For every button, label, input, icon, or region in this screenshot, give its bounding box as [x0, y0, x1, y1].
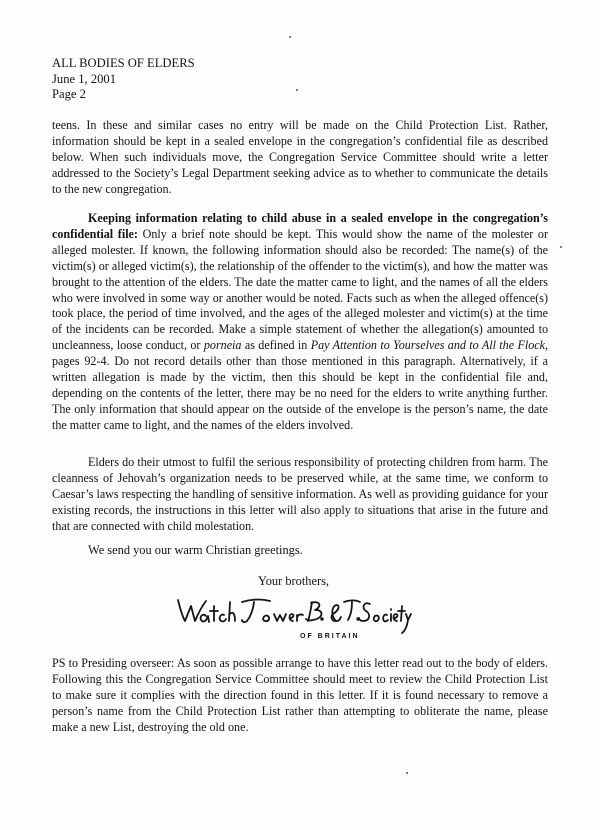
term-porneia: porneia: [203, 338, 242, 353]
paragraph-text-3: pages 92-4. Do not record details other than those mentioned in this paragraph. Alternatively, if a written allegation is made by the victim, then this should be kept in the confidential file and, depending on the contents of the letter, there may be no need for the elders to write anything further. The only information that should appear on the outside of the envelope is the person’s name, the date the matter came to light, and the names of the elders involved.: [52, 354, 548, 432]
recipient-line: ALL BODIES OF ELDERS: [52, 56, 195, 70]
scan-speck: [560, 246, 562, 248]
scan-speck: [406, 772, 408, 774]
date-line: June 1, 2001: [52, 71, 117, 86]
closing-greeting: We send you our warm Christian greetings.: [88, 543, 303, 557]
paragraph-elders-responsibility: Elders do their utmost to fulfil the serious responsibility of protecting children from harm. The cleanness of Jehovah’s organization needs to be preserved while, at the same time, we conform to Caesar’s laws respecting the handling of sensitive information. As well as providing guidance for your existing records, the instructions in this letter will also apply to situations that arise in the future and that are connected with child molestation.: [52, 455, 548, 533]
scan-speck: [296, 89, 298, 91]
signature-subtext: OF BRITAIN: [300, 633, 360, 640]
paragraph-continuation: teens. In these and similar cases no entry will be made on the Child Protection List. Rather, information should be kept in a sealed envelope in the congregation’s confidential file as described below. When such individuals move, the Congregation Service Committee should write a letter addressed to the Society’s Legal Department seeking advice as to whether to communicate the details to the new congregation.: [52, 118, 548, 196]
valediction: Your brothers,: [258, 574, 330, 588]
paragraph-confidential-file: [52, 211, 548, 434]
letter-header: [52, 56, 195, 103]
paragraph-text-2: as defined in: [241, 338, 311, 353]
page-number: Page 2: [52, 87, 86, 101]
book-title: Pay Attention to Yourselves and to All the Flock,: [310, 338, 548, 353]
signature-image: [172, 588, 412, 642]
paragraph-text-1: Only a brief note should be kept. This would show the name of the molester or alleged molester. If known, the following information should also be recorded: The name(s) of the victim(s) or alleged victim(s), the relationship of the offender to the victim(s), and how the matter was brought to the attention of the elders. The date the matter came to light, and the names of all the elders who were involved in some way or another would be noted. Facts such as when the alleged offence(s) took place, the period of time involved, and the ages of the alleged molester and victim(s) at the time of the incidents can be recorded. Make a simple statement of whether the allegation(s) amounted to uncleanness, loose conduct, or: [52, 226, 548, 353]
paragraph-heading: Keeping information relating to child abuse in a sealed envelope in the congregation’s confidential file:: [52, 211, 548, 241]
postscript: PS to Presiding overseer: As soon as possible arrange to have this letter read out to the body of elders. Following this the Congregation Service Committee should meet to review the Child Protection List to make sure it complies with the direction found in this letter. If it is found necessary to remove a person’s name from the Child Protection List rather than attempting to obliterate the name, please make a new List, destroying the old one.: [52, 656, 548, 734]
scan-speck: [289, 36, 291, 38]
